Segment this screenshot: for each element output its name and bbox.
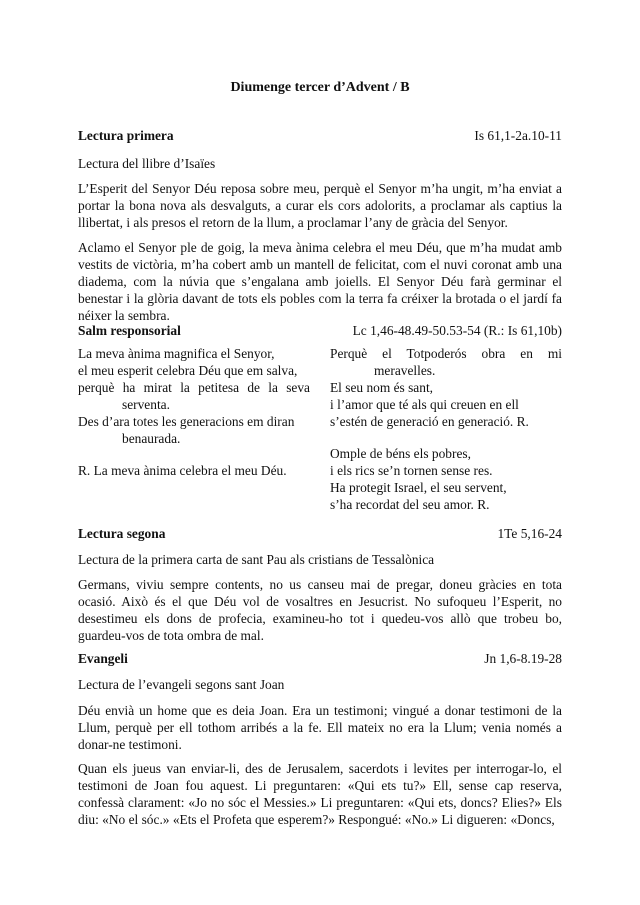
psalm-columns <box>78 345 562 513</box>
reading1-paragraph-1 <box>78 180 562 231</box>
psalm-right-line: s’ha recordat del seu amor. R. <box>330 497 490 512</box>
psalm-right-line: i els rics se’n tornen sense res. <box>330 463 493 478</box>
reading2-source: Lectura de la primera carta de sant Pau als cristians de Tessalònica <box>78 552 435 567</box>
reading2-header <box>78 525 562 542</box>
reading2-heading: Lectura segona <box>78 526 166 541</box>
psalm-right-line: meravelles. <box>374 363 436 378</box>
psalm-right-line: Perquè el Totpoderós obra en mi <box>330 346 562 361</box>
reading1-heading: Lectura primera <box>78 128 174 143</box>
reading1-header <box>78 127 562 144</box>
psalm-right-line: Ha protegit Israel, el seu servent, <box>330 480 507 495</box>
psalm-left-line: serventa. <box>122 397 170 412</box>
gospel-heading: Evangeli <box>78 651 128 666</box>
psalm-left-column <box>78 345 310 513</box>
gospel-source: Lectura de l’evangeli segons sant Joan <box>78 677 285 692</box>
gospel-p2-text: Quan els jueus van enviar-li, des de Jerusalem, sacerdots i levites per interrogar-lo, el testimoni de Joan fou aquest. Li preguntaren: «Qui ets tu?» Ell, sense cap reserva, confessà clarament: «Jo no sóc el Messies.» Li preguntaren: «Qui ets, doncs? Elies?» Els diu: «No el sóc.» «Ets el Profeta que esperem?» Respongué: «No.» Li digueren: «Doncs, <box>78 761 562 827</box>
gospel-p1-text: Déu envià un home que es deia Joan. Era un testimoni; vingué a donar testimoni de la Llum, perquè per ell tothom arribés a la fe. Ell mateix no era la Llum; venia només a donar-ne testimoni. <box>78 703 562 752</box>
reading1-source: Lectura del llibre d’Isaïes <box>78 156 216 171</box>
reading1-reference: Is 61,1-2a.10-11 <box>474 128 562 143</box>
page-title: Diumenge tercer d’Advent / B <box>230 80 410 95</box>
reading1-p1-text: L’Esperit del Senyor Déu reposa sobre meu, perquè el Senyor m’ha ungit, m’ha enviat a portar la bona nova als desvalguts, a curar els cors adolorits, a proclamar als captius la llibertat, i als presos el retorn de la llum, a proclamar l’any de gràcia del Senyor. <box>78 181 562 230</box>
reading2-paragraph-1 <box>78 576 562 644</box>
reading2-p1-text: Germans, viviu sempre contents, no us canseu mai de pregar, doneu gràcies en tota ocasió. Això és el que Déu vol de vosaltres en Jesucrist. No sufoqueu l’Esperit, no desestimeu els dons de profecia, examineu-ho tot i quedeu-vos allò que trobeu bo, guardeu-vos de tota ombra de mal. <box>78 577 562 643</box>
reading1-paragraph-2 <box>78 239 562 324</box>
psalm-reference: Lc 1,46-48.49-50.53-54 (R.: Is 61,10b) <box>352 323 562 338</box>
gospel-reference: Jn 1,6-8.19-28 <box>484 651 562 666</box>
psalm-header <box>78 322 562 339</box>
psalm-stanza-gap <box>78 447 310 462</box>
gospel-header <box>78 650 562 667</box>
psalm-response: R. La meva ànima celebra el meu Déu. <box>78 463 287 478</box>
gospel-paragraph-2 <box>78 760 562 828</box>
gospel-paragraph-1 <box>78 702 562 753</box>
psalm-stanza-gap <box>330 430 562 445</box>
psalm-right-line: Omple de béns els pobres, <box>330 446 471 461</box>
psalm-right-column <box>330 345 562 513</box>
reading2-reference: 1Te 5,16-24 <box>497 526 562 541</box>
psalm-right-line: s’estén de generació en generació. R. <box>330 414 529 429</box>
psalm-left-line: La meva ànima magnifica el Senyor, <box>78 346 275 361</box>
psalm-left-line: perquè ha mirat la petitesa de la seva <box>78 380 310 395</box>
psalm-right-line: El seu nom és sant, <box>330 380 434 395</box>
psalm-left-line: Des d’ara totes les generacions em diran <box>78 414 295 429</box>
reading1-p2-text: Aclamo el Senyor ple de goig, la meva ànima celebra el meu Déu, que m’ha mudat amb vestits de victòria, m’ha cobert amb un mantell de felicitat, com el nuvi coronat amb una diadema, com la núvia que s’engalana amb joiells. El Senyor Déu farà germinar el benestar i la glòria davant de tots els pobles com la terra fa créixer la brotada o el jardí fa néixer la sembra. <box>78 240 562 323</box>
psalm-right-line: i l’amor que té als qui creuen en ell <box>330 397 519 412</box>
psalm-left-line: el meu esperit celebra Déu que em salva, <box>78 363 298 378</box>
psalm-heading: Salm responsorial <box>78 323 181 338</box>
psalm-left-line: benaurada. <box>122 431 181 446</box>
